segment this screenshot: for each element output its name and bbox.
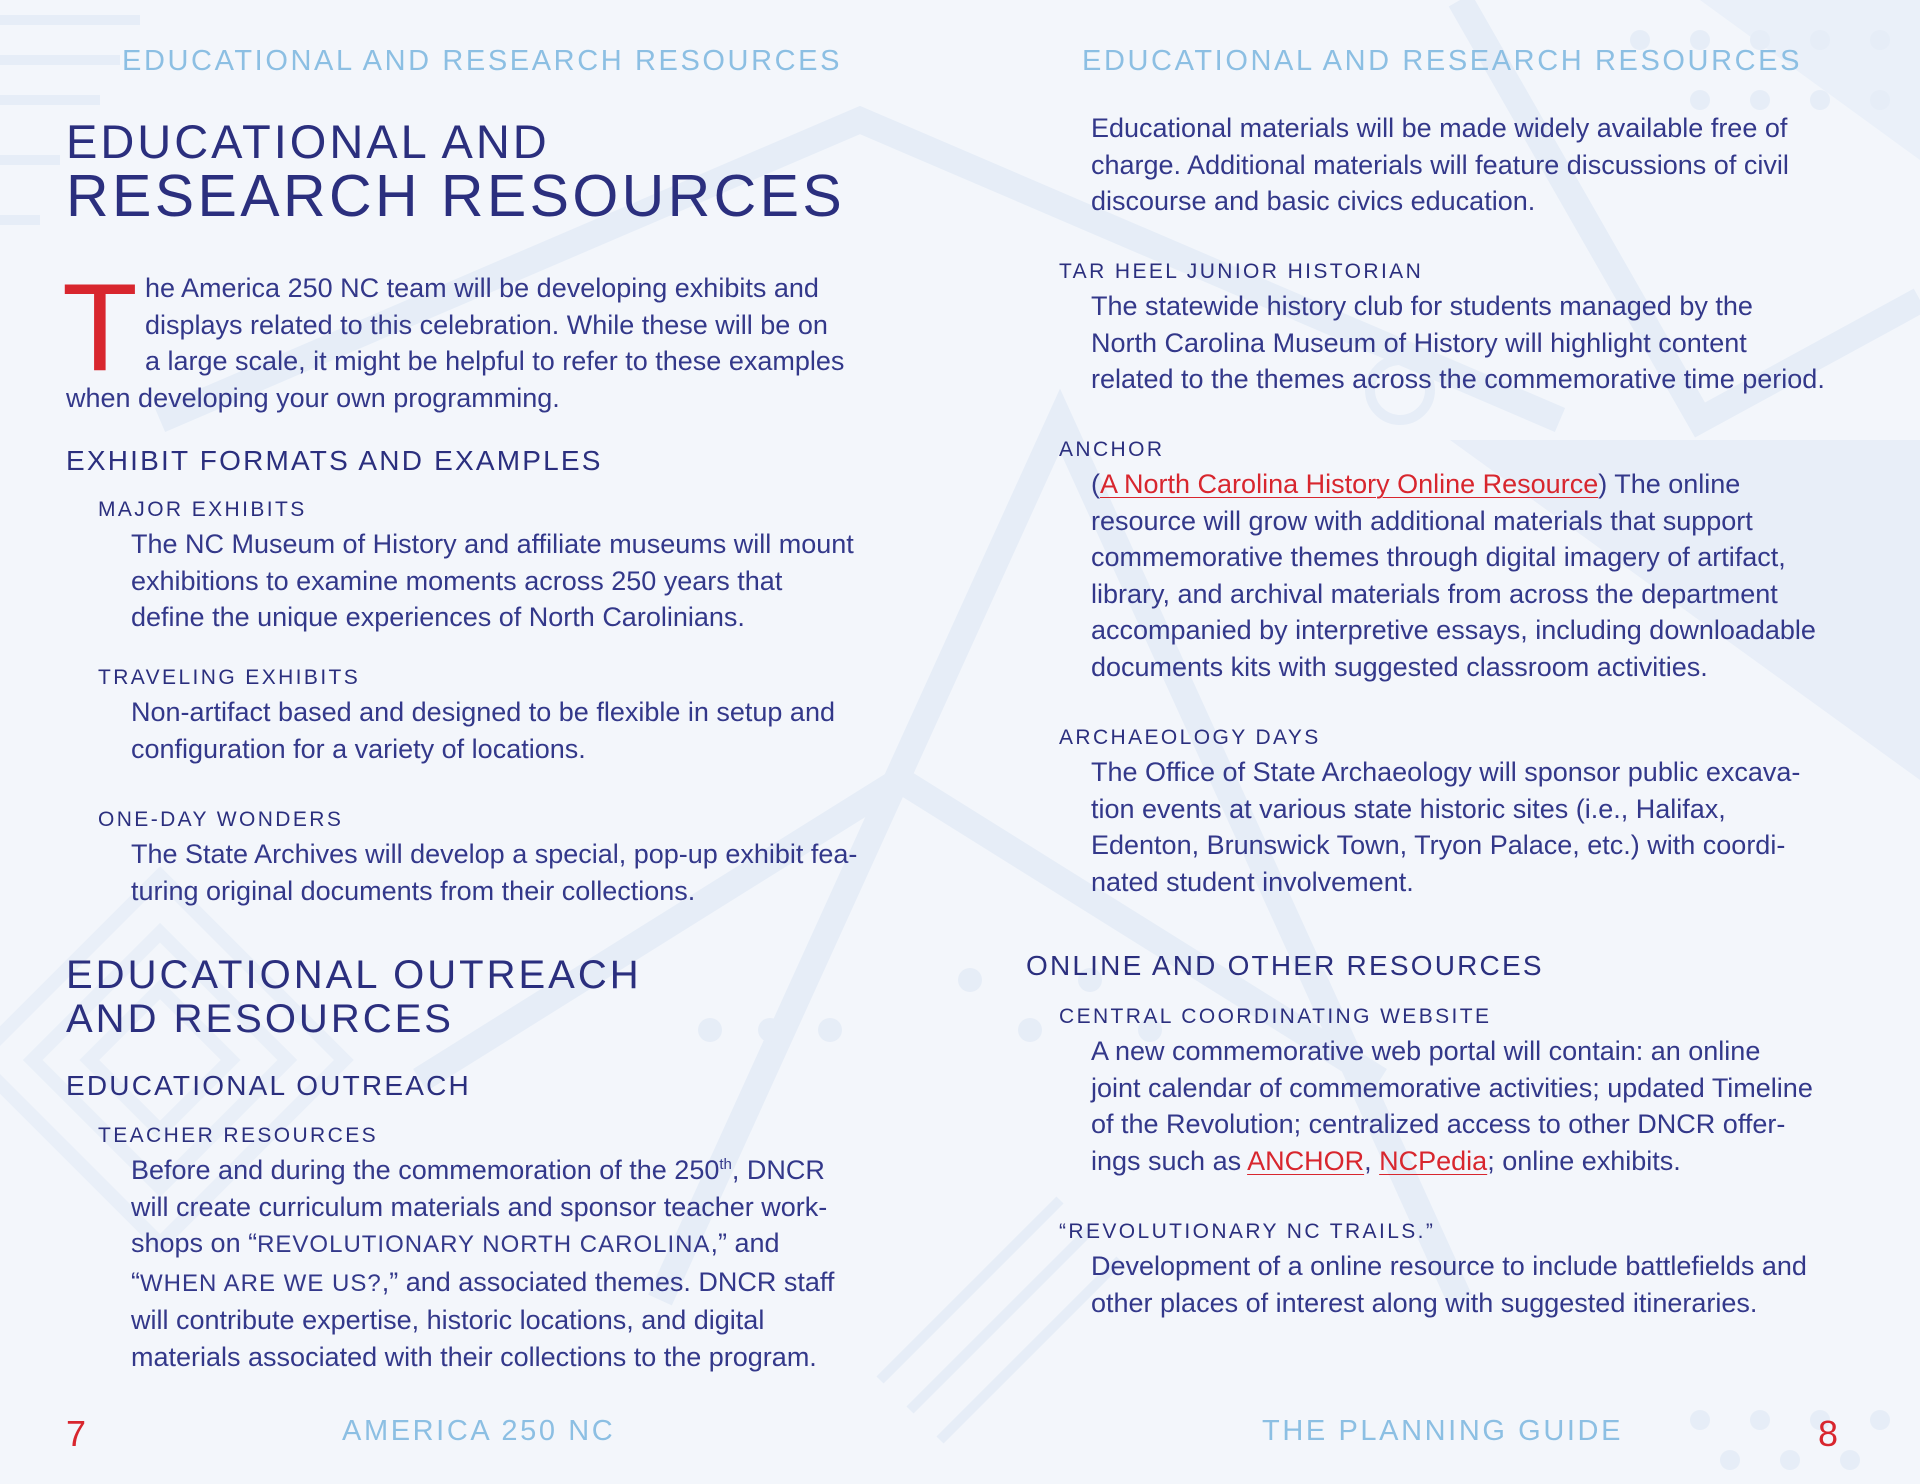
text-line: The NC Museum of History and affiliate museums will mount <box>131 529 854 559</box>
text-line: North Carolina Museum of History will highlight content <box>1091 327 1747 358</box>
text-line: accompanied by interpretive essays, including downloadable <box>1091 615 1816 645</box>
text-line <box>131 1152 911 1189</box>
page-title-line2: RESEARCH RESOURCES <box>66 163 846 229</box>
text-span: ( <box>1091 469 1100 499</box>
text-line: materials associated with their collections to the program. <box>131 1341 817 1372</box>
footer-left-text: AMERICA 250 NC <box>342 1415 616 1447</box>
text-line: configuration for a variety of locations. <box>131 733 586 764</box>
online-resources-heading: ONLINE AND OTHER RESOURCES <box>1026 950 1544 981</box>
text-line: Educational materials will be made widely available free of <box>1091 113 1788 143</box>
text-line: documents kits with suggested classroom activities. <box>1091 651 1708 682</box>
major-exhibits-heading: MAJOR EXHIBITS <box>98 498 307 521</box>
program-name: REVOLUTIONARY NORTH CAROLINA <box>257 1231 711 1258</box>
text-line <box>1091 1143 1891 1180</box>
text-line: library, and archival materials from across the department <box>1091 578 1778 609</box>
text-line: The Office of State Archaeology will sponsor public excava- <box>1091 757 1801 787</box>
text-span: ings such as <box>1091 1145 1248 1176</box>
text-line: related to the themes across the commemorative time period. <box>1091 364 1825 394</box>
exhibit-formats-heading: EXHIBIT FORMATS AND EXAMPLES <box>66 445 603 476</box>
page-title-line1: EDUCATIONAL AND <box>66 115 550 168</box>
intro-paragraph <box>66 270 906 416</box>
teacher-resources-text <box>131 1152 911 1375</box>
text-line: will create curriculum materials and sponsor teacher work- <box>131 1191 828 1222</box>
intro-line: a large scale, it might be helpful to refer to these examples <box>145 346 845 376</box>
text-line: of the Revolution; centralized access to other DNCR offer- <box>1091 1109 1786 1139</box>
ncpedia-link[interactable]: NCPedia <box>1379 1145 1488 1176</box>
continued-text <box>1091 110 1891 220</box>
teacher-resources-heading: TEACHER RESOURCES <box>98 1124 379 1147</box>
educational-outreach-heading: EDUCATIONAL OUTREACH <box>66 1070 471 1101</box>
text-span: ; online exhibits. <box>1487 1145 1681 1176</box>
text-line <box>131 1264 911 1303</box>
program-name: WHEN ARE WE US? <box>140 1269 382 1297</box>
one-day-wonders-text <box>131 836 911 909</box>
footer-right-text: THE PLANNING GUIDE <box>1262 1415 1624 1447</box>
text-line: discourse and basic civics education. <box>1091 186 1536 216</box>
page-number-right: 8 <box>1818 1413 1839 1454</box>
text-line: The statewide history club for students managed by the <box>1091 291 1753 321</box>
revolutionary-trails-text <box>1091 1248 1891 1321</box>
intro-line: he America 250 NC team will be developing exhibits and <box>145 273 819 303</box>
superscript: th <box>719 1156 732 1173</box>
text-line <box>131 1225 911 1264</box>
text-line: will contribute expertise, historic locations, and digital <box>131 1305 765 1335</box>
anchor-text <box>1091 466 1891 685</box>
text-line: resource will grow with additional materials that support <box>1091 505 1753 536</box>
text-span: shops on “ <box>131 1228 258 1258</box>
major-exhibits-text <box>131 526 911 636</box>
text-line: exhibitions to examine moments across 250 years that <box>131 565 783 596</box>
text-line: turing original documents from their collections. <box>131 875 696 906</box>
central-website-text <box>1091 1033 1891 1179</box>
text-line: A new commemorative web portal will contain: an online <box>1091 1036 1761 1066</box>
one-day-wonders-heading: ONE-DAY WONDERS <box>98 808 344 831</box>
tar-heel-heading: TAR HEEL JUNIOR HISTORIAN <box>1059 260 1424 283</box>
traveling-exhibits-text <box>131 694 911 767</box>
running-header-right: EDUCATIONAL AND RESEARCH RESOURCES <box>1082 45 1803 77</box>
text-span: ) The online <box>1598 469 1741 499</box>
drop-cap: T <box>62 259 138 397</box>
outreach-title-line1: EDUCATIONAL OUTREACH <box>66 953 642 997</box>
page-number-left: 7 <box>66 1413 87 1454</box>
text-line: nated student involvement. <box>1091 866 1414 897</box>
text-span: “ <box>131 1266 140 1297</box>
text-line: tion events at various state historic sites (i.e., Halifax, <box>1091 793 1726 824</box>
anchor-link[interactable]: ANCHOR <box>1247 1145 1365 1176</box>
text-span: Before and during the commemoration of the 250 <box>131 1155 720 1185</box>
traveling-exhibits-heading: TRAVELING EXHIBITS <box>98 666 361 689</box>
running-header-left: EDUCATIONAL AND RESEARCH RESOURCES <box>122 45 843 77</box>
text-line: The State Archives will develop a special, pop-up exhibit fea- <box>131 839 858 869</box>
text-line: Non-artifact based and designed to be flexible in setup and <box>131 697 835 727</box>
text-line: define the unique experiences of North Carolinians. <box>131 602 745 632</box>
anchor-resource-link[interactable]: A North Carolina History Online Resource <box>1100 469 1599 499</box>
intro-line: displays related to this celebration. While these will be on <box>145 309 828 340</box>
text-line: charge. Additional materials will feature discussions of civil <box>1091 149 1789 180</box>
text-line: joint calendar of commemorative activities; updated Timeline <box>1091 1072 1813 1103</box>
text-span: , DNCR <box>731 1155 825 1185</box>
text-line: Edenton, Brunswick Town, Tryon Palace, etc.) with coordi- <box>1091 830 1786 860</box>
revolutionary-trails-heading: “REVOLUTIONARY NC TRAILS.” <box>1059 1220 1436 1243</box>
text-span: ,” and <box>710 1228 780 1258</box>
archaeology-days-heading: ARCHAEOLOGY DAYS <box>1059 726 1321 749</box>
text-line: Development of a online resource to include battlefields and <box>1091 1251 1807 1281</box>
intro-line: when developing your own programming. <box>66 382 560 413</box>
text-line: other places of interest along with suggested itineraries. <box>1091 1287 1758 1318</box>
text-span: , <box>1364 1145 1380 1176</box>
text-line: commemorative themes through digital imagery of artifact, <box>1091 542 1786 572</box>
anchor-heading: ANCHOR <box>1059 438 1165 461</box>
outreach-title-line2: AND RESOURCES <box>66 997 454 1041</box>
text-line <box>1091 466 1891 503</box>
text-span: ,” and associated themes. DNCR staff <box>381 1266 835 1297</box>
central-website-heading: CENTRAL COORDINATING WEBSITE <box>1059 1005 1492 1028</box>
tar-heel-text <box>1091 288 1891 398</box>
archaeology-days-text <box>1091 754 1891 900</box>
